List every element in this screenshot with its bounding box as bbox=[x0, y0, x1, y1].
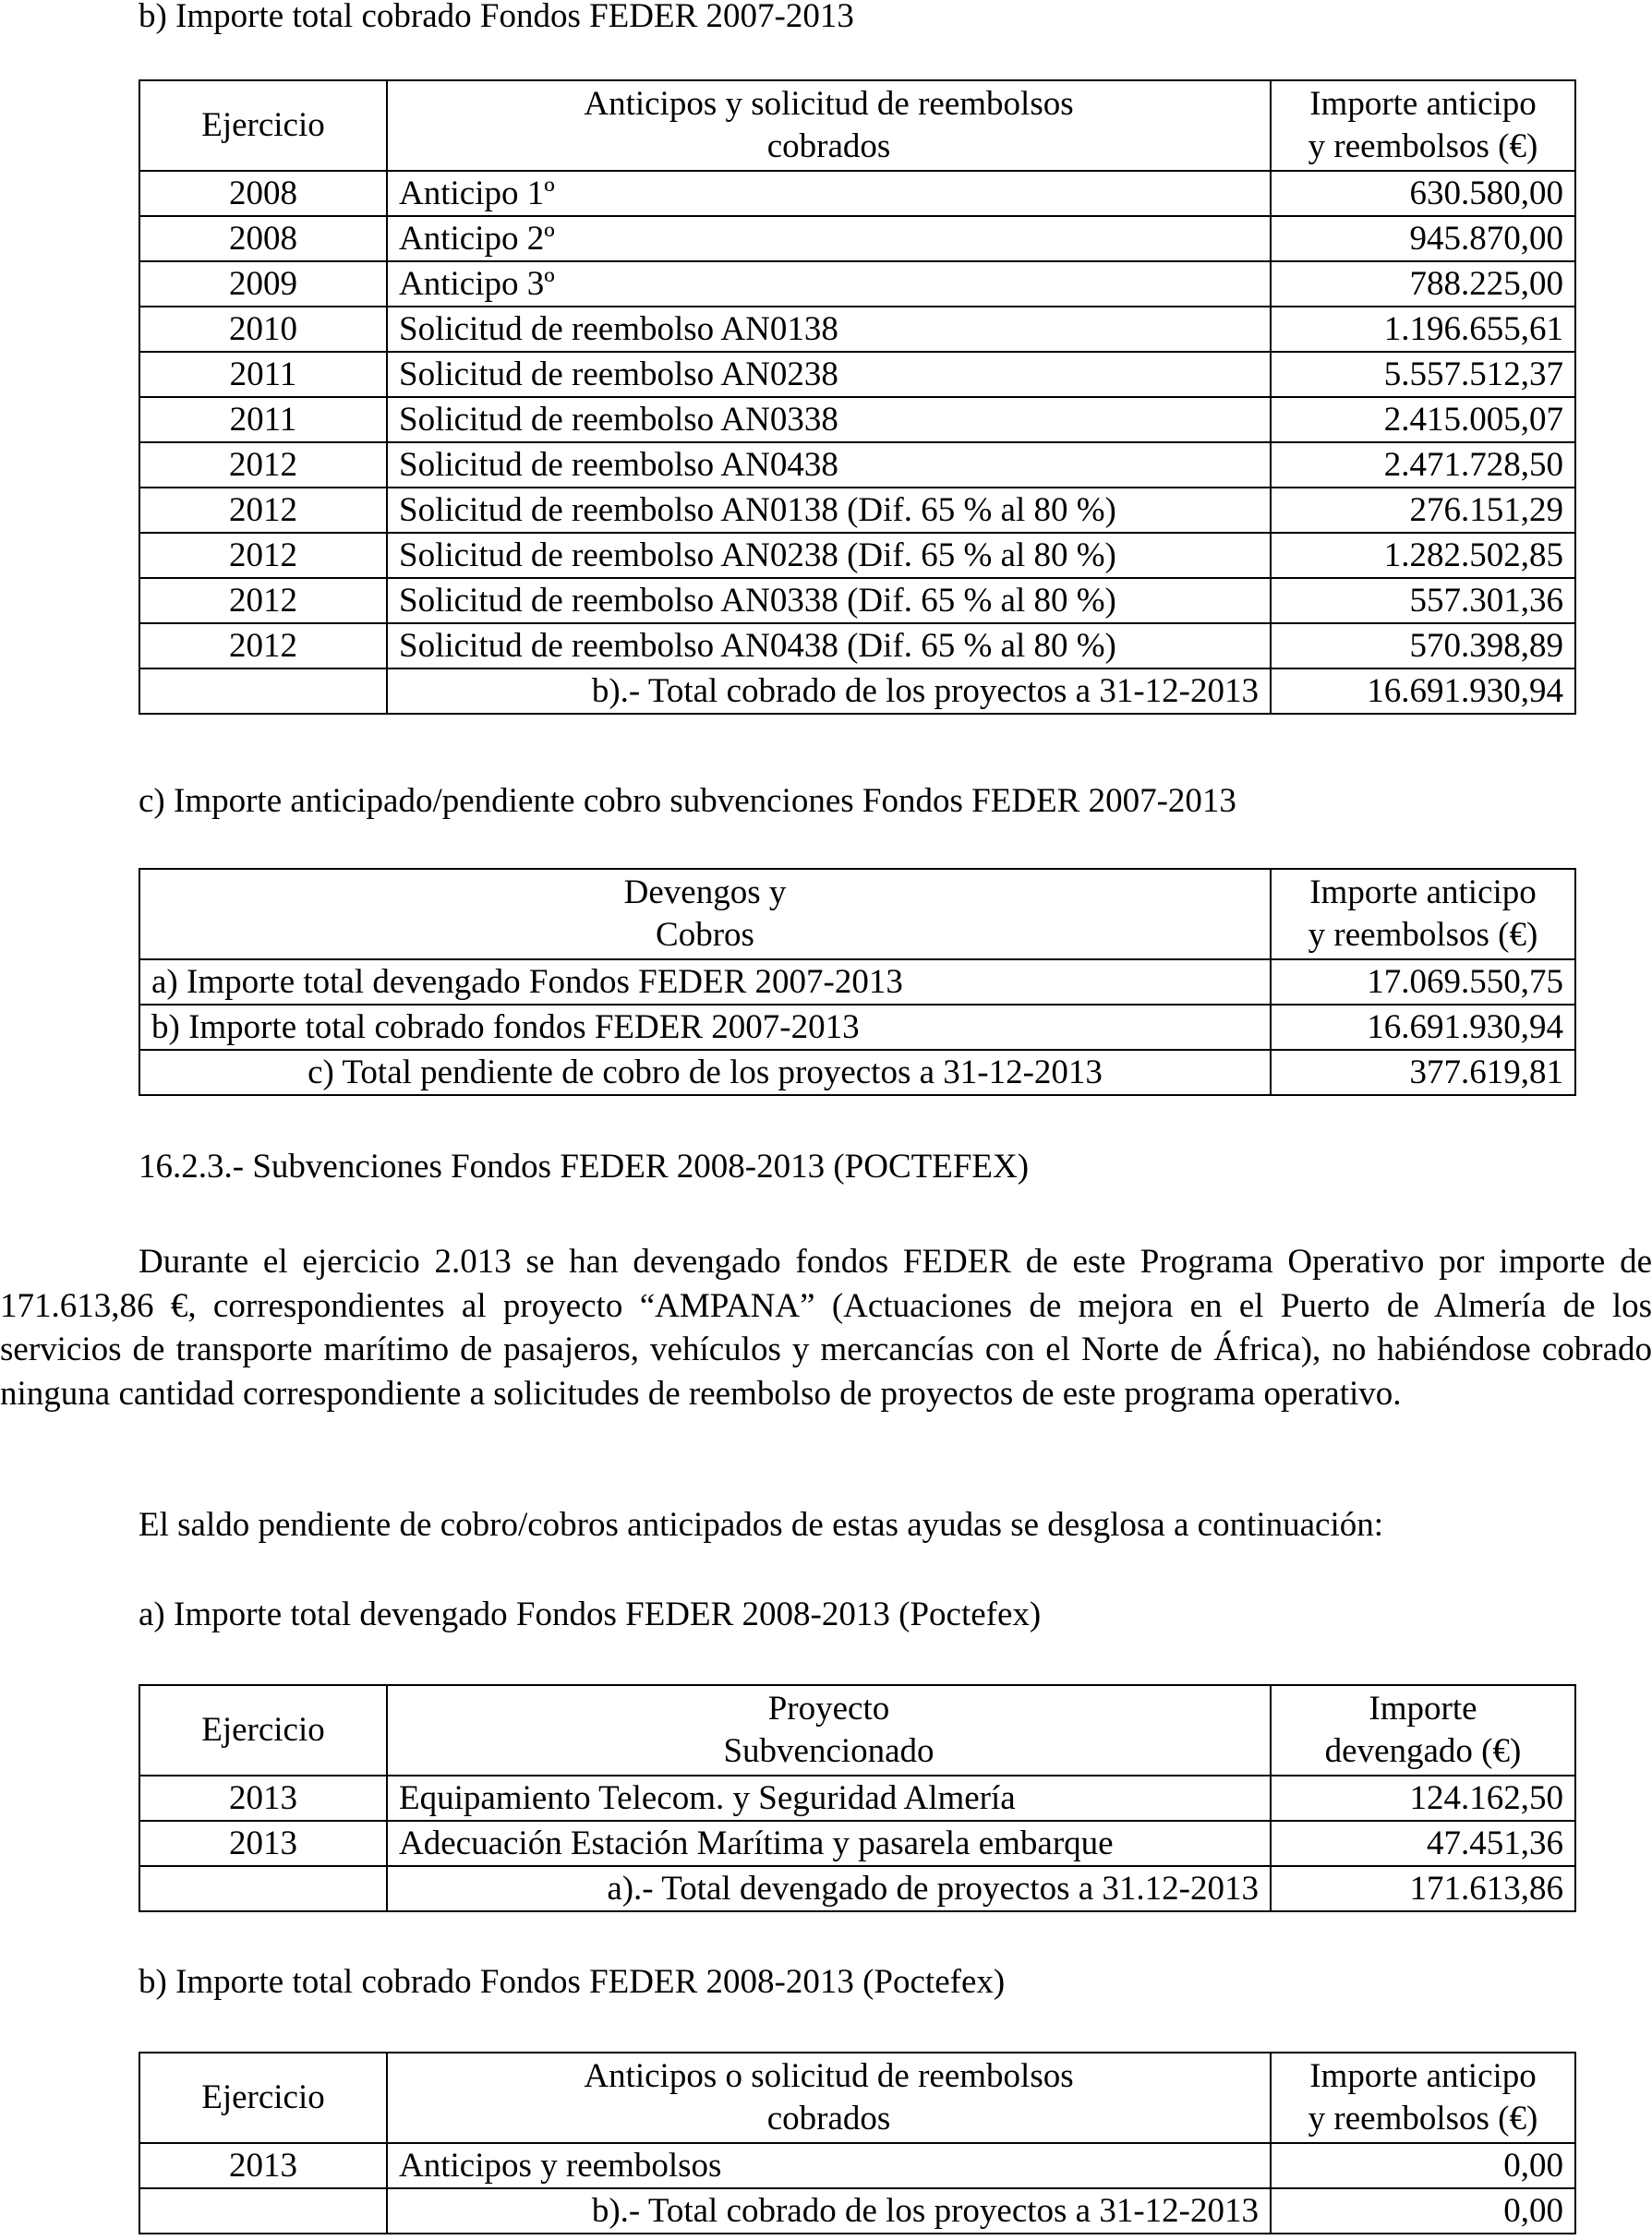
header-line: Devengos y bbox=[623, 873, 787, 911]
table-cell: 0,00 bbox=[1271, 2143, 1575, 2188]
header-line: Anticipos y solicitud de reembolsos bbox=[584, 85, 1074, 123]
header-devengos bbox=[139, 869, 1271, 959]
header-line: y reembolsos (€) bbox=[1308, 916, 1538, 954]
table-row bbox=[139, 2143, 1575, 2188]
header-proyecto bbox=[387, 1685, 1271, 1776]
total-label: b).- Total cobrado de los proyectos a 31-12-2013 bbox=[387, 2188, 1271, 2234]
paragraph-devengo: Durante el ejercicio 2.013 se han devengado fondos FEDER de este Programa Operativo por importe de 171.613,86 €, correspondientes al proyecto “AMPANA” (Actuaciones de mejora en el Puerto de Almería de los servicios de transporte marítimo de pasajeros, vehículos y mercancías con el Norte de África), no habiéndose cobrado ninguna cantidad correspondiente a solicitudes de reembolso de proyectos de este programa operativo. bbox=[0, 1243, 1652, 1413]
table-row bbox=[139, 171, 1575, 216]
empty-cell bbox=[139, 2188, 387, 2234]
table-cell: 276.151,29 bbox=[1271, 488, 1575, 533]
table-cell: Anticipo 1º bbox=[387, 171, 1271, 216]
header-line: cobrados bbox=[766, 127, 891, 165]
table-total-row bbox=[139, 1050, 1575, 1095]
total-label: c) Total pendiente de cobro de los proyectos a 31-12-2013 bbox=[139, 1050, 1271, 1095]
header-line: Cobros bbox=[656, 916, 754, 954]
table-cell: b) Importe total cobrado fondos FEDER 2007-2013 bbox=[139, 1005, 1271, 1050]
table-cell: 2013 bbox=[139, 1776, 387, 1821]
table-cell: Adecuación Estación Marítima y pasarela embarque bbox=[387, 1821, 1271, 1866]
table-cell: 2008 bbox=[139, 216, 387, 261]
table-devengado-poctefex bbox=[139, 1684, 1576, 1912]
table-total-row bbox=[139, 668, 1575, 714]
table-row bbox=[139, 533, 1575, 578]
header-importe bbox=[1271, 80, 1575, 171]
table-header-row bbox=[139, 1685, 1575, 1776]
total-value: 171.613,86 bbox=[1271, 1866, 1575, 1911]
table-cell: 2013 bbox=[139, 2143, 387, 2188]
table-row bbox=[139, 442, 1575, 488]
table-cell: 2.471.728,50 bbox=[1271, 442, 1575, 488]
table-header-row bbox=[139, 80, 1575, 171]
total-value: 16.691.930,94 bbox=[1271, 668, 1575, 714]
table-header-row bbox=[139, 869, 1575, 959]
table-cell: Solicitud de reembolso AN0238 (Dif. 65 % al 80 %) bbox=[387, 533, 1271, 578]
table-cell: Anticipo 2º bbox=[387, 216, 1271, 261]
table-row bbox=[139, 397, 1575, 442]
table-header-row bbox=[139, 2053, 1575, 2143]
table-cell: 2012 bbox=[139, 442, 387, 488]
header-line: cobrados bbox=[766, 2100, 891, 2138]
table-row bbox=[139, 307, 1575, 352]
table-cell: Equipamiento Telecom. y Seguridad Almería bbox=[387, 1776, 1271, 1821]
header-ejercicio: Ejercicio bbox=[139, 1685, 387, 1776]
header-importe bbox=[1271, 1685, 1575, 1776]
table-cell: Anticipos y reembolsos bbox=[387, 2143, 1271, 2188]
section-title-devengado-poctefex: a) Importe total devengado Fondos FEDER 2008-2013 (Poctefex) bbox=[139, 1596, 1042, 1633]
table-cell: 5.557.512,37 bbox=[1271, 352, 1575, 397]
header-line: Importe anticipo bbox=[1309, 873, 1537, 911]
table-cell: Solicitud de reembolso AN0338 (Dif. 65 % al 80 %) bbox=[387, 578, 1271, 623]
table-cell: 2012 bbox=[139, 533, 387, 578]
table-row bbox=[139, 488, 1575, 533]
table-cell: 945.870,00 bbox=[1271, 216, 1575, 261]
table-cobrado-2007-2013 bbox=[139, 79, 1576, 715]
table-cell: 630.580,00 bbox=[1271, 171, 1575, 216]
header-anticipos bbox=[387, 2053, 1271, 2143]
table-cell: 1.196.655,61 bbox=[1271, 307, 1575, 352]
table-cell: Solicitud de reembolso AN0138 bbox=[387, 307, 1271, 352]
table-cell: 17.069.550,75 bbox=[1271, 959, 1575, 1005]
paragraph-desglose: El saldo pendiente de cobro/cobros anticipados de estas ayudas se desglosa a continuación: bbox=[139, 1506, 1384, 1544]
header-line: Subvencionado bbox=[723, 1732, 935, 1770]
table-cell: 2009 bbox=[139, 261, 387, 307]
header-line: y reembolsos (€) bbox=[1308, 127, 1538, 165]
section-title-cobrado-2007-2013: b) Importe total cobrado Fondos FEDER 2007-2013 bbox=[139, 0, 854, 35]
table-cell: Solicitud de reembolso AN0438 (Dif. 65 % al 80 %) bbox=[387, 623, 1271, 668]
section-title-pendiente-2007-2013: c) Importe anticipado/pendiente cobro subvenciones Fondos FEDER 2007-2013 bbox=[139, 782, 1236, 820]
table-row bbox=[139, 1005, 1575, 1050]
table-cell: 1.282.502,85 bbox=[1271, 533, 1575, 578]
table-row bbox=[139, 959, 1575, 1005]
table-cell: 16.691.930,94 bbox=[1271, 1005, 1575, 1050]
header-ejercicio: Ejercicio bbox=[139, 80, 387, 171]
table-cell: 2011 bbox=[139, 397, 387, 442]
header-line: y reembolsos (€) bbox=[1308, 2100, 1538, 2138]
table-cell: a) Importe total devengado Fondos FEDER 2007-2013 bbox=[139, 959, 1271, 1005]
table-cell: 570.398,89 bbox=[1271, 623, 1575, 668]
header-line: Anticipos o solicitud de reembolsos bbox=[584, 2057, 1074, 2095]
table-cell: 557.301,36 bbox=[1271, 578, 1575, 623]
table-cell: 2012 bbox=[139, 488, 387, 533]
header-importe bbox=[1271, 2053, 1575, 2143]
header-line: devengado (€) bbox=[1324, 1732, 1522, 1770]
table-total-row bbox=[139, 2188, 1575, 2234]
table-cobrado-poctefex bbox=[139, 2052, 1576, 2234]
total-label: b).- Total cobrado de los proyectos a 31-12-2013 bbox=[387, 668, 1271, 714]
table-cell: 47.451,36 bbox=[1271, 1821, 1575, 1866]
header-line: Importe anticipo bbox=[1309, 2057, 1537, 2095]
header-ejercicio: Ejercicio bbox=[139, 2053, 387, 2143]
section-heading: 16.2.3.- Subvenciones Fondos FEDER 2008-2013 (POCTEFEX) bbox=[139, 1148, 1030, 1186]
table-cell: 124.162,50 bbox=[1271, 1776, 1575, 1821]
table-cell: 788.225,00 bbox=[1271, 261, 1575, 307]
table-row bbox=[139, 216, 1575, 261]
header-line: Importe anticipo bbox=[1309, 85, 1537, 123]
table-row bbox=[139, 261, 1575, 307]
table-cell: 2011 bbox=[139, 352, 387, 397]
table-cell: 2010 bbox=[139, 307, 387, 352]
table-pendiente-2007-2013 bbox=[139, 868, 1576, 1096]
table-cell: Solicitud de reembolso AN0238 bbox=[387, 352, 1271, 397]
table-row bbox=[139, 352, 1575, 397]
table-cell: Solicitud de reembolso AN0138 (Dif. 65 % al 80 %) bbox=[387, 488, 1271, 533]
table-cell: Solicitud de reembolso AN0438 bbox=[387, 442, 1271, 488]
total-value: 377.619,81 bbox=[1271, 1050, 1575, 1095]
table-row bbox=[139, 1821, 1575, 1866]
table-row bbox=[139, 1776, 1575, 1821]
total-value: 0,00 bbox=[1271, 2188, 1575, 2234]
section-title-cobrado-poctefex: b) Importe total cobrado Fondos FEDER 2008-2013 (Poctefex) bbox=[139, 1963, 1006, 2001]
table-row bbox=[139, 578, 1575, 623]
header-line: Proyecto bbox=[767, 1690, 890, 1728]
empty-cell bbox=[139, 668, 387, 714]
table-cell: 2012 bbox=[139, 578, 387, 623]
total-label: a).- Total devengado de proyectos a 31.12-2013 bbox=[387, 1866, 1271, 1911]
table-cell: Solicitud de reembolso AN0338 bbox=[387, 397, 1271, 442]
table-cell: 2012 bbox=[139, 623, 387, 668]
empty-cell bbox=[139, 1866, 387, 1911]
table-cell: 2.415.005,07 bbox=[1271, 397, 1575, 442]
table-cell: 2013 bbox=[139, 1821, 387, 1866]
table-total-row bbox=[139, 1866, 1575, 1911]
header-line: Importe bbox=[1369, 1690, 1477, 1728]
header-importe bbox=[1271, 869, 1575, 959]
table-cell: 2008 bbox=[139, 171, 387, 216]
table-cell: Anticipo 3º bbox=[387, 261, 1271, 307]
table-row bbox=[139, 623, 1575, 668]
header-anticipos bbox=[387, 80, 1271, 171]
